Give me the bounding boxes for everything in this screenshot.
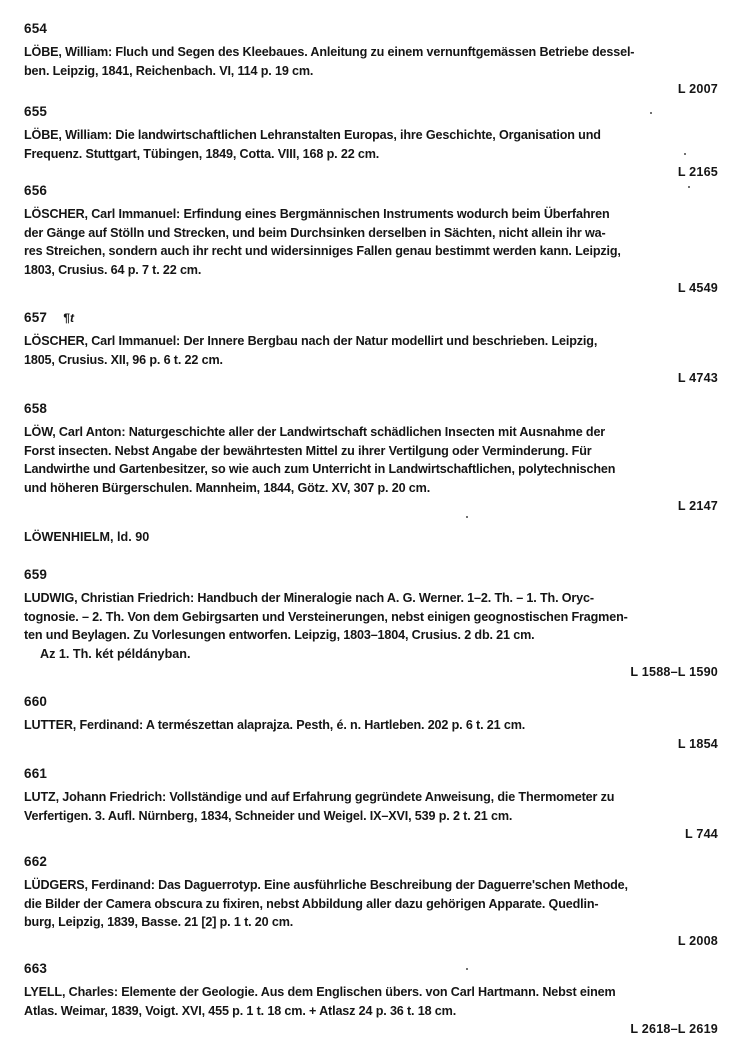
- catalog-entry-656: [24, 182, 718, 298]
- entry-line: und höheren Bürgerschulen. Mannheim, 1844, Götz. XV, 307 p. 20 cm.: [24, 480, 431, 495]
- entry-line: tognosie. – 2. Th. Von dem Gebirgsarten und Versteinerungen, nebst einigen geognostischen Fragmen-: [24, 609, 628, 624]
- handwritten-mark: ¶t: [63, 311, 75, 325]
- entry-number: 654: [24, 21, 48, 36]
- shelf-mark: L 1588–L 1590: [630, 665, 718, 679]
- entry-line: burg, Leipzig, 1839, Basse. 21 [2] p. 1 t. 20 cm.: [24, 915, 294, 929]
- shelf-mark: L 2618–L 2619: [630, 1022, 718, 1036]
- catalog-entry-663: [24, 960, 718, 1039]
- catalog-entry-660: [24, 693, 718, 753]
- entry-line: LUTTER, Ferdinand: A természettan alaprajza. Pesth, é. n. Hartleben. 202 p. 6 t. 21 cm.: [24, 718, 526, 732]
- entry-line: 1805, Crusius. XII, 96 p. 6 t. 22 cm.: [24, 352, 223, 367]
- entry-line: Frequenz. Stuttgart, Tübingen, 1849, Cotta. VIII, 168 p. 22 cm.: [24, 146, 380, 161]
- shelf-mark: L 2008: [677, 933, 718, 948]
- entry-number: 658: [24, 401, 48, 416]
- entry-line: Landwirthe und Gartenbesitzer, so wie auch zum Unterricht in Landwirtschaftlichen, polytechnischen: [24, 462, 616, 476]
- shelf-mark: L 4549: [677, 281, 718, 295]
- shelf-mark: L 744: [685, 827, 718, 841]
- entry-note: Az 1. Th. két példányban.: [40, 646, 191, 661]
- entry-line: LÖW, Carl Anton: Naturgeschichte aller der Landwirtschaft schädlichen Insecten mit Ausnahme der: [24, 425, 606, 439]
- entry-line: LUDWIG, Christian Friedrich: Handbuch der Mineralogie nach A. G. Werner. 1–2. Th. – 1. Th. Oryc-: [24, 591, 594, 605]
- entry-number: 662: [24, 854, 48, 869]
- entry-line: LÖSCHER, Carl Immanuel: Erfindung eines Bergmännischen Instruments wodurch beim Überfahren: [24, 207, 610, 221]
- entry-line: Forst insecten. Nebst Angabe der bewährtesten Mittel zu ihrer Vertilgung oder Verminderung. Für: [24, 443, 592, 458]
- scan-speck: [650, 112, 652, 114]
- catalog-entry-655: [24, 103, 718, 182]
- catalog-entry-654: [24, 20, 718, 99]
- entry-line: LÖSCHER, Carl Immanuel: Der Innere Bergbau nach der Natur modellirt und beschrieben. Leipzig,: [24, 334, 598, 348]
- cross-reference: LÖWENHIELM, ld. 90: [24, 530, 150, 544]
- scan-speck: [684, 153, 686, 155]
- catalog-entry-662: [24, 853, 718, 950]
- scan-speck: [688, 186, 690, 188]
- entry-line: Atlas. Weimar, 1839, Voigt. XVI, 455 p. 1 t. 18 cm. + Atlasz 24 p. 36 t. 18 cm.: [24, 1003, 457, 1018]
- entry-line: Verfertigen. 3. Aufl. Nürnberg, 1834, Schneider und Weigel. IX–XVI, 539 p. 2 t. 21 cm.: [24, 808, 513, 823]
- entry-line: der Gänge auf Stölln und Strecken, und beim Durchsinken derselben in Sächten, nicht allein ihr wa-: [24, 225, 606, 240]
- entry-line: LUTZ, Johann Friedrich: Vollständige und auf Erfahrung gegründete Anweisung, die Thermometer zu: [24, 790, 615, 804]
- shelf-mark: L 4743: [677, 371, 718, 385]
- entry-line: LÖBE, William: Die landwirtschaftlichen Lehranstalten Europas, ihre Geschichte, Organisation und: [24, 128, 601, 142]
- entry-number: 659: [24, 567, 48, 582]
- shelf-mark: L 2007: [677, 82, 718, 96]
- scan-speck: [466, 516, 468, 518]
- entry-line: ben. Leipzig, 1841, Reichenbach. VI, 114 p. 19 cm.: [24, 63, 314, 78]
- entry-number: 661: [24, 766, 48, 781]
- catalog-entry-661: [24, 765, 718, 844]
- entry-number: 660: [24, 694, 48, 709]
- entry-line: LÜDGERS, Ferdinand: Das Daguerrotyp. Eine ausführliche Beschreibung der Daguerre'schen Methode,: [24, 878, 628, 892]
- scan-speck: [466, 968, 468, 970]
- entry-number: 656: [24, 183, 48, 198]
- entry-number: 655: [24, 104, 48, 119]
- entry-line: res Streichen, sondern auch ihr recht und widersinniges Fallen genau bestimmt werden kann. Leipzig,: [24, 244, 621, 258]
- catalog-entry-659: [24, 566, 718, 682]
- catalog-entry-658: [24, 400, 718, 516]
- shelf-mark: L 2147: [677, 499, 718, 513]
- entry-line: LYELL, Charles: Elemente der Geologie. Aus dem Englischen übers. von Carl Hartmann. Nebst einem: [24, 985, 616, 999]
- catalog-entry-657: [24, 309, 718, 388]
- shelf-mark: L 2165: [677, 165, 718, 179]
- entry-number: 657: [24, 310, 48, 325]
- entry-line: ten und Beylagen. Zu Vorlesungen entworfen. Leipzig, 1803–1804, Crusius. 2 db. 21 cm.: [24, 628, 535, 642]
- entry-line: LÖBE, William: Fluch und Segen des Kleebaues. Anleitung zu einem vernunftgemässen Betriebe dessel-: [24, 45, 635, 59]
- entry-number: 663: [24, 961, 48, 976]
- shelf-mark: L 1854: [677, 736, 718, 751]
- entry-line: die Bilder der Camera obscura zu fixiren, nebst Abbildung aller dazu gehörigen Apparate. Quedlin-: [24, 896, 599, 911]
- entry-line: 1803, Crusius. 64 p. 7 t. 22 cm.: [24, 262, 202, 277]
- entry-number-row: [24, 309, 718, 326]
